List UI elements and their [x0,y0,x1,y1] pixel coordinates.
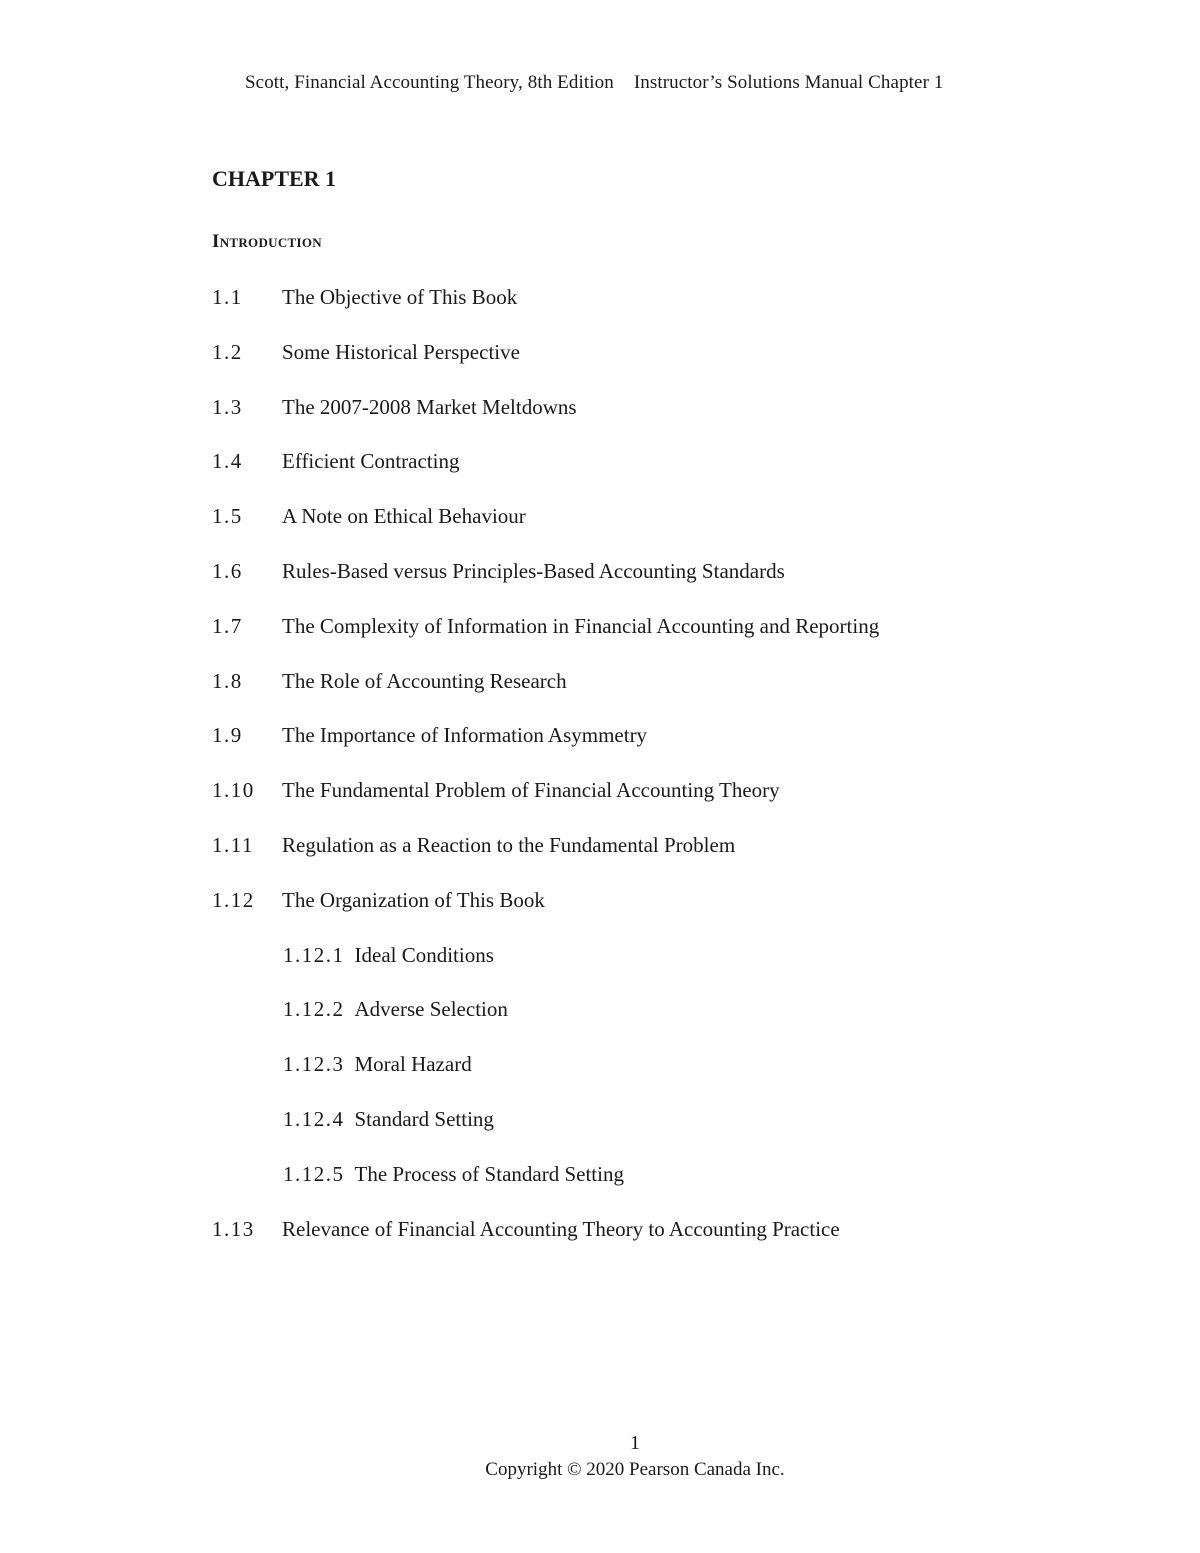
copyright-notice: Copyright © 2020 Pearson Canada Inc. [485,1459,785,1480]
toc-item [212,1215,1112,1270]
toc-subitem-title: Moral Hazard [354,1052,472,1077]
toc-item-number: 1.1 [212,285,243,309]
toc-item-title: The Importance of Information Asymmetry [282,723,648,748]
toc-subitem-number: 1.12.5 [283,1161,345,1186]
toc-item-title: The Complexity of Information in Financial Accounting and Reporting [282,613,880,638]
toc-subitem-number: 1.12.3 [283,1052,345,1077]
toc-subitem [212,1050,1112,1105]
toc-item [212,667,1112,722]
toc-subitem [212,995,1112,1050]
toc-item [212,831,1112,886]
toc-item-title: A Note on Ethical Behaviour [282,504,526,529]
toc-item-number: 1.12 [212,887,255,912]
toc-item-number: 1.10 [212,778,255,803]
toc-subitem-title: The Process of Standard Setting [354,1161,624,1186]
table-of-contents [212,283,1112,1269]
toc-item [212,721,1112,776]
toc-subitem-number: 1.12.4 [283,1106,345,1131]
toc-subitem-title: Standard Setting [354,1106,494,1131]
toc-subitem-title: Ideal Conditions [354,942,494,967]
toc-item [212,612,1112,667]
toc-item-number: 1.7 [212,613,243,638]
toc-item-number: 1.13 [212,1216,255,1241]
section-title: Introduction [212,231,322,252]
page-header [245,72,943,94]
toc-item-title: The Fundamental Problem of Financial Accounting Theory [282,778,780,803]
toc-subitem [212,941,1112,996]
toc-item-number: 1.3 [212,394,243,419]
toc-item-number: 1.8 [212,668,243,693]
toc-item [212,447,1112,502]
toc-item [212,886,1112,941]
toc-item-title: The Role of Accounting Research [282,668,567,693]
toc-item-title: The 2007-2008 Market Meltdowns [282,394,577,419]
toc-item-title: The Organization of This Book [282,887,545,912]
toc-subitem-number: 1.12.1 [283,942,345,967]
toc-item-number: 1.11 [212,832,254,857]
toc-subitem-number: 1.12.2 [283,997,345,1022]
toc-item [212,283,1112,338]
toc-item-title: Relevance of Financial Accounting Theory to Accounting Practice [282,1216,840,1241]
toc-item-title: The Objective of This Book [282,285,518,309]
toc-item-number: 1.4 [212,449,243,474]
toc-item [212,338,1112,393]
toc-item-title: Rules-Based versus Principles-Based Accounting Standards [282,558,785,583]
toc-item-number: 1.9 [212,723,243,748]
toc-item [212,393,1112,448]
toc-subitem-title: Adverse Selection [354,997,508,1022]
toc-item-title: Some Historical Perspective [282,339,520,364]
toc-item-number: 1.2 [212,339,243,364]
toc-item [212,502,1112,557]
toc-subitem [212,1105,1112,1160]
toc-item [212,557,1112,612]
page-number: 1 [630,1432,640,1454]
header-book-title: Scott, Financial Accounting Theory, 8th Edition [245,72,614,93]
chapter-title: CHAPTER 1 [212,166,337,191]
toc-subitem [212,1160,1112,1215]
toc-item-number: 1.6 [212,558,243,583]
toc-item-title: Regulation as a Reaction to the Fundamental Problem [282,832,736,857]
toc-item [212,776,1112,831]
toc-item-title: Efficient Contracting [282,449,460,474]
header-manual-title: Instructor’s Solutions Manual Chapter 1 [633,72,944,93]
toc-item-number: 1.5 [212,504,243,529]
